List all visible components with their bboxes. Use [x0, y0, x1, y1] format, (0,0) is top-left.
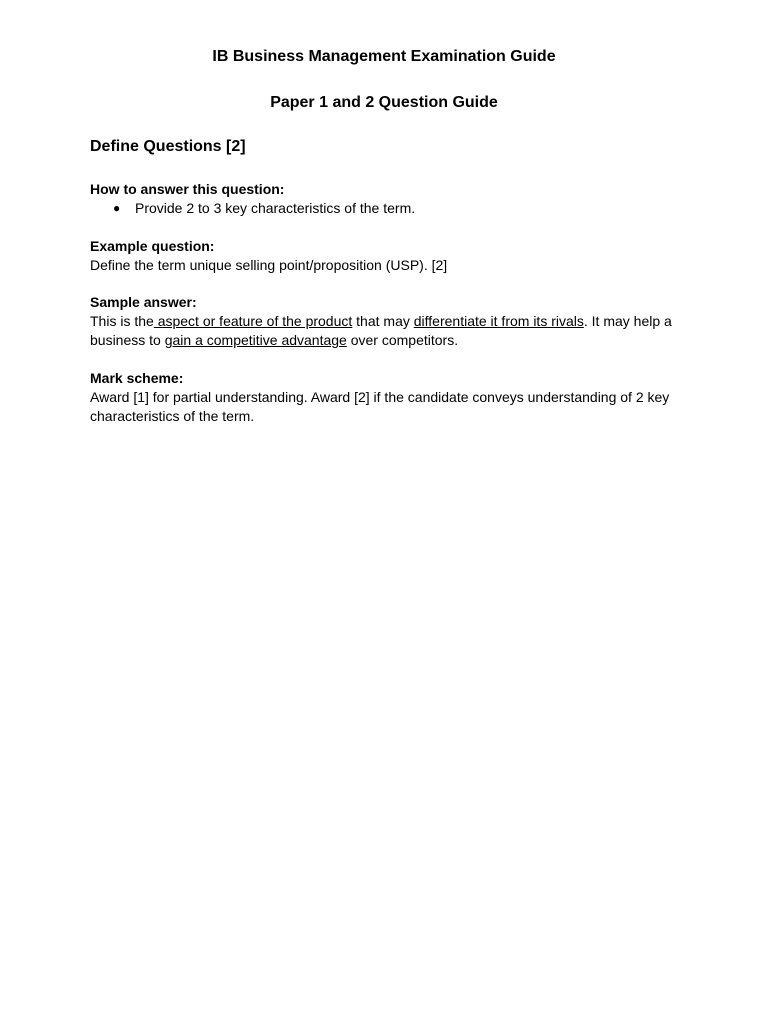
sample-answer-underlined: aspect or feature of the product [153, 313, 353, 329]
sample-answer-block [90, 293, 680, 350]
bullet-dot-icon: ● [113, 201, 121, 215]
document-title: IB Business Management Examination Guide [212, 48, 556, 65]
how-to-answer-label: How to answer this question: [90, 181, 285, 197]
mark-scheme-label: Mark scheme: [90, 370, 184, 386]
sample-answer-underlined: differentiate it from its rivals [413, 313, 584, 329]
list-item-text: Provide 2 to 3 key characteristics of the term. [135, 200, 416, 216]
example-question-label: Example question: [90, 238, 215, 254]
how-to-answer-list [90, 199, 680, 218]
list-item [90, 199, 680, 218]
sample-answer-underlined: gain a competitive advantage [164, 332, 347, 348]
mark-scheme-text: Award [1] for partial understanding. Award [2] if the candidate conveys understanding of 2 key characteristics of the term. [90, 389, 670, 424]
sample-answer-label: Sample answer: [90, 294, 197, 310]
example-question-block [90, 237, 680, 275]
sample-answer-part: that may [352, 313, 414, 329]
document-subtitle: Paper 1 and 2 Question Guide [270, 94, 498, 111]
mark-scheme-block [90, 369, 680, 426]
sample-answer-part: This is the [90, 313, 154, 329]
sample-answer-text [90, 312, 680, 350]
example-question-text: Define the term unique selling point/proposition (USP). [2] [90, 257, 448, 273]
how-to-answer-block [90, 180, 680, 218]
sample-answer-part: over competitors. [346, 332, 459, 348]
sample-answer-part: . It may help a business to [90, 313, 672, 348]
section-heading: Define Questions [2] [90, 138, 246, 155]
